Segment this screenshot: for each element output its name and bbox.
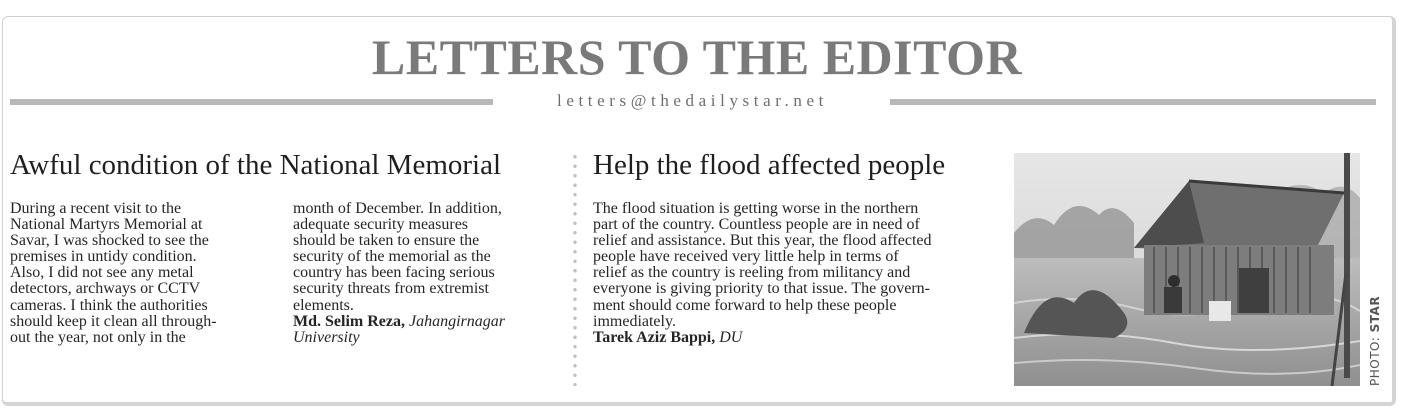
author-name: Md. Selim Reza,: [293, 312, 405, 330]
letter-body-column-2: [293, 201, 565, 346]
flood-scene-illustration: [1014, 153, 1360, 386]
body-line: Also, I did not see any metal: [10, 264, 194, 282]
body-line: out the year, not only in the: [10, 328, 186, 346]
body-line: adequate security measures: [293, 216, 469, 234]
body-line: cameras. I think the authorities: [10, 296, 208, 314]
body-line: ment should come forward to help these people: [593, 296, 897, 314]
letter-headline-national-memorial: Awful condition of the National Memorial: [10, 149, 502, 181]
author-affiliation-continued: University: [293, 328, 360, 346]
body-line: detectors, archways or CCTV: [10, 280, 201, 298]
letter-byline: [593, 330, 1005, 346]
body-line: should keep it clean all through-: [10, 312, 217, 330]
title-rule-left: [10, 99, 493, 105]
body-line: During a recent visit to the: [10, 200, 182, 217]
letter-body-flood: [593, 201, 1005, 346]
body-line: country has been facing serious: [293, 264, 495, 282]
body-line: relief as the country is reeling from militancy and: [593, 264, 911, 282]
letter-byline: [293, 314, 565, 330]
body-line: everyone is giving priority to that issue. The govern-: [593, 280, 930, 298]
body-line: premises in untidy condition.: [10, 248, 197, 266]
author-affiliation: DU: [719, 328, 743, 346]
body-line: month of December. In addition,: [293, 200, 502, 217]
body-line: security threats from extremist: [293, 280, 489, 298]
column-divider: [573, 152, 577, 386]
body-line: immediately.: [593, 312, 676, 330]
flood-hut-photo: [1014, 153, 1360, 386]
body-line: Savar, I was shocked to see the: [10, 232, 209, 250]
body-line: National Martyrs Memorial at: [10, 216, 203, 234]
letter-body-column-1: [10, 201, 282, 346]
author-name: Tarek Aziz Bappi,: [593, 328, 716, 346]
section-title: LETTERS TO THE EDITOR: [371, 29, 1023, 85]
body-line: elements.: [293, 296, 354, 314]
letter-byline-continued: [293, 330, 565, 346]
photo-credit-prefix: PHOTO:: [1368, 336, 1382, 386]
body-line: people have received very little help in terms of: [593, 248, 899, 266]
letter-headline-flood: Help the flood affected people: [593, 149, 946, 181]
body-line: relief and assistance. But this year, the flood affected: [593, 232, 932, 250]
title-rule-right: [890, 99, 1376, 105]
author-affiliation: Jahangirnagar: [408, 312, 505, 330]
editor-email-link[interactable]: letters@thedailystar.net: [557, 91, 828, 110]
body-line: The flood situation is getting worse in the northern: [593, 200, 919, 217]
body-line: part of the country. Countless people are in need of: [593, 216, 920, 234]
photo-credit: [1368, 296, 1382, 386]
body-line: should be taken to ensure the: [293, 232, 480, 250]
body-line: security of the memorial as the: [293, 248, 491, 266]
photo-credit-source: STAR: [1368, 295, 1382, 333]
